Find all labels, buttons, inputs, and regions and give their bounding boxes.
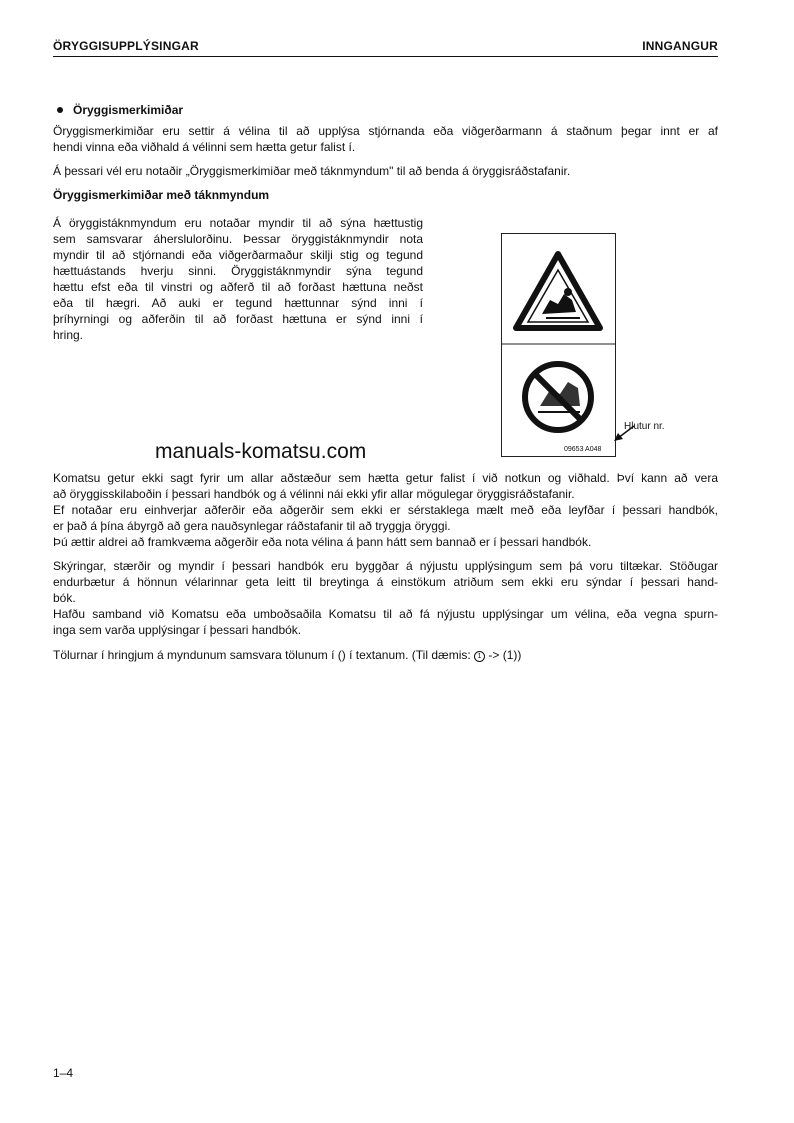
body-line: bók. bbox=[53, 591, 76, 605]
safety-label-figure bbox=[501, 233, 616, 457]
bullet-heading: Öryggismerkimiðar bbox=[73, 103, 184, 117]
body-line: er það á þína ábyrgð að gera nauðsynlegar ráðstafanir til að tryggja öryggi. bbox=[53, 519, 451, 533]
body-line: Ef notaðar eru einhverjar aðferðir eða aðgerðir sem ekki er sérstaklega mælt með eða leyfðar í þessari handbók, bbox=[53, 503, 718, 517]
warning-triangle-icon bbox=[516, 254, 600, 328]
intro-line: Öryggismerkimiðar eru settir á vélina til að upplýsa stjórnanda eða viðgerðarmann á staðnum þegar innt er af bbox=[53, 124, 718, 138]
pictogram-line: eða til hægri. Að auki er tegund hættunnar sýnd inni í bbox=[53, 296, 423, 310]
example-suffix: -> (1)) bbox=[485, 648, 522, 662]
example-prefix: Tölurnar í hringjum á myndunum samsvara tölunum í () í textanum. (Til dæmis: bbox=[53, 648, 475, 662]
watermark-text: manuals-komatsu.com bbox=[155, 440, 367, 463]
pictogram-paragraph bbox=[53, 215, 423, 343]
body-line: endurbætur á hönnun vélarinnar geta leitt til breytinga á einstökum atriðum sem ekki eru sýndar í þessari hand- bbox=[53, 575, 718, 589]
body-paragraph-1 bbox=[53, 470, 718, 550]
bullet-icon bbox=[57, 107, 63, 113]
pictogram-line: þríhyrningi og aðferðin til að forðast hættuna er sýnd inni í bbox=[53, 312, 423, 326]
subheading: Öryggismerkimiðar með táknmyndum bbox=[53, 188, 270, 202]
pictogram-line: sem samsvarar áherslulorðinu. Þessar öryggistáknmyndir nota bbox=[53, 232, 423, 246]
body-paragraph-2 bbox=[53, 558, 718, 638]
intro-paragraph bbox=[53, 123, 718, 155]
prohibition-circle-icon bbox=[525, 364, 591, 430]
pictogram-line: hring. bbox=[53, 328, 84, 342]
header-divider bbox=[53, 56, 718, 57]
pictogram-line: myndir til að stjórnandi eða viðgerðarmaður skilji stig og tegund bbox=[53, 248, 423, 262]
body-line: Komatsu getur ekki sagt fyrir um allar aðstæður sem hætta getur falist í við notkun og viðhald. Því kann að vera bbox=[53, 471, 718, 485]
pictogram-line: hættu efst eða til vinstri og aðferð til að forðast hættuna neðst bbox=[53, 280, 423, 294]
pictogram-line: hættuástands hverju sinni. Öryggistáknmyndir sýna tegund bbox=[53, 264, 423, 278]
page-number: 1–4 bbox=[53, 1066, 74, 1080]
body-line: Þú ættir aldrei að framkvæma aðgerðir eða nota vélina á þann hátt sem bannað er í þessari handbók. bbox=[53, 535, 592, 549]
circled-number: 1 bbox=[477, 653, 482, 660]
safety-label-drawing bbox=[502, 234, 615, 456]
body-line: inga sem varða upplýsingar í þessari handbók. bbox=[53, 623, 302, 637]
part-number-label: Hlutur nr. bbox=[624, 421, 665, 432]
intro-line: hendi vinna eða viðhald á vélinni sem hætta getur falist í. bbox=[53, 140, 356, 154]
body-line: Hafðu samband við Komatsu eða umboðsaðila Komatsu til að fá nýjustu upplýsingar um vélina, eða vegna spurn- bbox=[53, 607, 718, 621]
header-chapter-title: INNGANGUR bbox=[642, 39, 718, 53]
circled-number-icon bbox=[474, 651, 485, 662]
pictogram-line: Á öryggistáknmyndum eru notaðar myndir til að sýna hættustig bbox=[53, 216, 423, 230]
body-line: Skýringar, stærðir og myndir í þessari handbók eru byggðar á nýjustu upplýsingum sem þá voru tiltækar. Stöðugar bbox=[53, 559, 718, 573]
usage-line: Á þessari vél eru notaðir „Öryggismerkimiðar með táknmyndum" til að benda á öryggisráðstafanir. bbox=[53, 164, 571, 178]
part-code: 09653 A048 bbox=[564, 446, 602, 453]
body-paragraph-3 bbox=[53, 647, 521, 663]
header-section-title: ÖRYGGISUPPLÝSINGAR bbox=[53, 39, 199, 53]
body-line: að öryggisskilaboðin í þessari handbók og á vélinni nái ekki yfir allar mögulegar öryggisráðstafanir. bbox=[53, 487, 575, 501]
